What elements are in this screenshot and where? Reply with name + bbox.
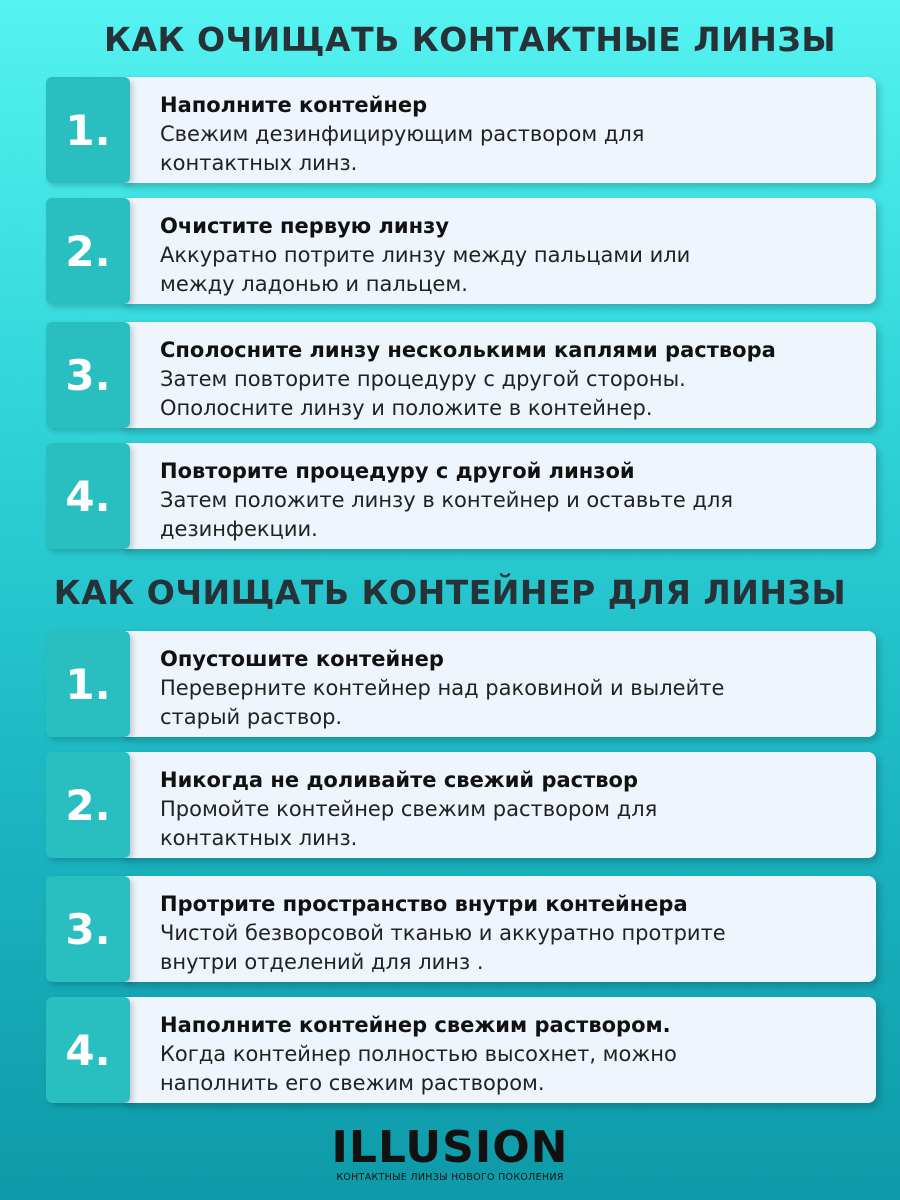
step-card: [46, 198, 876, 304]
step-number-box: [46, 443, 130, 549]
step-heading: Сполосните линзу несколькими каплями раствора: [160, 338, 776, 362]
section-title-lenses: КАК ОЧИЩАТЬ КОНТАКТНЫЕ ЛИНЗЫ: [103, 20, 837, 59]
step-card: [46, 752, 876, 858]
step-text-line: Чистой безворсовой тканью и аккуратно протрите: [160, 921, 726, 945]
step-number-box: [46, 77, 130, 183]
step-card: [46, 322, 876, 428]
step-heading: Наполните контейнер: [160, 93, 428, 117]
step-content: [124, 631, 876, 737]
section-title-container: КАК ОЧИЩАТЬ КОНТЕЙНЕР ДЛЯ ЛИНЗЫ: [53, 573, 847, 612]
step-text-line: Свежим дезинфицирующим раствором для: [160, 122, 645, 146]
step-number: 1.: [65, 659, 111, 709]
step-text-line: Аккуратно потрите линзу между пальцами или: [160, 243, 691, 267]
brand-tagline: КОНТАКТНЫЕ ЛИНЗЫ НОВОГО ПОКОЛЕНИЯ: [336, 1172, 564, 1183]
step-text-line: Ополосните линзу и положите в контейнер.: [160, 396, 653, 420]
step-text-line: внутри отделений для линз .: [160, 950, 484, 974]
step-content: [124, 198, 876, 304]
step-heading: Повторите процедуру с другой линзой: [160, 459, 635, 483]
step-card: [46, 876, 876, 982]
step-heading: Никогда не доливайте свежий раствор: [160, 768, 639, 792]
step-text-line: контактных линз.: [160, 826, 358, 850]
step-number-box: [46, 997, 130, 1103]
step-content: [124, 752, 876, 858]
step-heading: Протрите пространство внутри контейнера: [160, 892, 688, 916]
step-content: [124, 77, 876, 183]
step-number: 2.: [65, 780, 111, 830]
brand-name: ILLUSION: [331, 1122, 569, 1173]
step-text-line: старый раствор.: [160, 705, 343, 729]
step-card: [46, 997, 876, 1103]
step-heading: Очистите первую линзу: [160, 214, 450, 238]
step-content: [124, 322, 876, 428]
step-number: 4.: [65, 471, 111, 521]
step-heading: Наполните контейнер свежим раствором.: [160, 1013, 671, 1037]
step-number: 3.: [65, 904, 111, 954]
step-text-line: Промойте контейнер свежим раствором для: [160, 797, 658, 821]
step-card: [46, 77, 876, 183]
brand-logo: [0, 1122, 900, 1183]
step-heading: Опустошите контейнер: [160, 647, 444, 671]
step-card: [46, 443, 876, 549]
step-number: 3.: [65, 350, 111, 400]
step-text-line: наполнить его свежим раствором.: [160, 1071, 545, 1095]
step-text-line: Когда контейнер полностью высохнет, можно: [160, 1042, 677, 1066]
step-number: 2.: [65, 226, 111, 276]
step-number-box: [46, 322, 130, 428]
step-text-line: Затем положите линзу в контейнер и оставьте для: [160, 488, 734, 512]
step-text-line: Затем повторите процедуру с другой стороны.: [160, 367, 686, 391]
step-number-box: [46, 198, 130, 304]
step-card: [46, 631, 876, 737]
step-number-box: [46, 752, 130, 858]
step-text-line: между ладонью и пальцем.: [160, 272, 468, 296]
step-text-line: дезинфекции.: [160, 517, 318, 541]
step-number: 1.: [65, 105, 111, 155]
step-number-box: [46, 876, 130, 982]
step-content: [124, 997, 876, 1103]
step-number: 4.: [65, 1025, 111, 1075]
step-number-box: [46, 631, 130, 737]
step-content: [124, 876, 876, 982]
step-text-line: контактных линз.: [160, 151, 358, 175]
step-text-line: Переверните контейнер над раковиной и вылейте: [160, 676, 725, 700]
step-content: [124, 443, 876, 549]
